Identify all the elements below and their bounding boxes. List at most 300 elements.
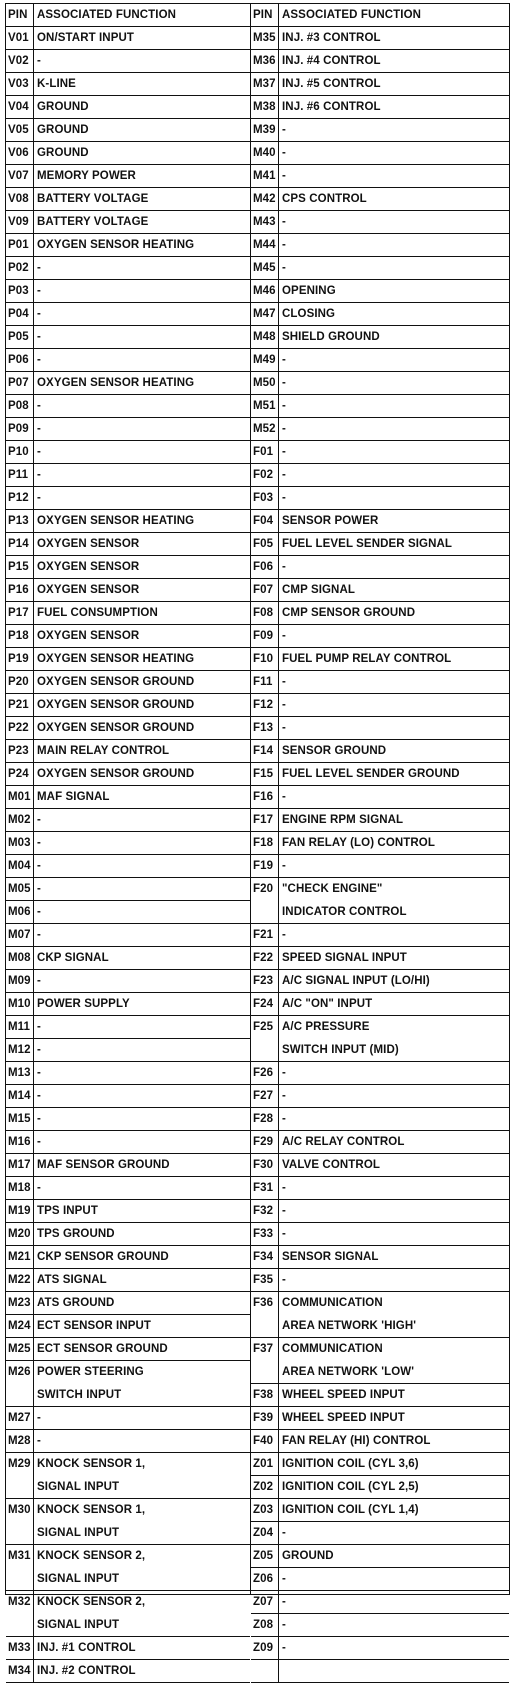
table-row bbox=[251, 142, 509, 165]
pin-cell: M26 bbox=[6, 1361, 34, 1406]
pin-cell: P05 bbox=[6, 326, 34, 348]
table-row bbox=[251, 280, 509, 303]
function-cell: OXYGEN SENSOR bbox=[37, 561, 140, 573]
function-cell: K-LINE bbox=[37, 78, 76, 90]
table-row bbox=[251, 1453, 509, 1476]
function-cell: FAN RELAY (HI) CONTROL bbox=[282, 1435, 431, 1447]
pin-cell: Z08 bbox=[251, 1614, 279, 1636]
function-cell: OXYGEN SENSOR bbox=[37, 630, 140, 642]
function-cell: - bbox=[37, 883, 41, 895]
function-line-2: SIGNAL INPUT bbox=[37, 1527, 120, 1539]
pin-cell: F24 bbox=[251, 993, 279, 1015]
function-cell: GROUND bbox=[37, 124, 89, 136]
table-row bbox=[251, 947, 509, 970]
pin-cell: F32 bbox=[251, 1200, 279, 1222]
table-row bbox=[251, 993, 509, 1016]
pin-cell: Z02 bbox=[251, 1476, 279, 1498]
function-cell: CMP SIGNAL bbox=[282, 584, 355, 596]
function-cell bbox=[279, 1016, 509, 1061]
function-line-2: INDICATOR CONTROL bbox=[282, 906, 407, 918]
table-row bbox=[6, 1637, 250, 1660]
pin-cell: F10 bbox=[251, 648, 279, 670]
function-cell: - bbox=[282, 1642, 286, 1654]
pin-cell: Z04 bbox=[251, 1522, 279, 1544]
pin-cell: Z09 bbox=[251, 1637, 279, 1659]
pin-cell: P06 bbox=[6, 349, 34, 371]
function-line-2: AREA NETWORK 'LOW' bbox=[282, 1366, 415, 1378]
pin-cell: P16 bbox=[6, 579, 34, 601]
pin-cell: M01 bbox=[6, 786, 34, 808]
pin-cell: M49 bbox=[251, 349, 279, 371]
pin-cell: M21 bbox=[6, 1246, 34, 1268]
function-cell: OXYGEN SENSOR bbox=[37, 584, 140, 596]
pin-cell: F08 bbox=[251, 602, 279, 624]
function-cell: - bbox=[282, 1090, 286, 1102]
table-row bbox=[6, 326, 250, 349]
function-line-2: SIGNAL INPUT bbox=[37, 1481, 120, 1493]
function-cell: SENSOR SIGNAL bbox=[282, 1251, 379, 1263]
function-header: ASSOCIATED FUNCTION bbox=[37, 9, 177, 21]
pin-cell: M35 bbox=[251, 27, 279, 49]
table-row bbox=[251, 165, 509, 188]
pin-cell: F14 bbox=[251, 740, 279, 762]
function-cell: A/C RELAY CONTROL bbox=[282, 1136, 405, 1148]
function-cell bbox=[34, 1499, 250, 1544]
function-cell: - bbox=[37, 1182, 41, 1194]
table-row bbox=[6, 1085, 250, 1108]
pin-cell: F05 bbox=[251, 533, 279, 555]
pin-cell: M02 bbox=[6, 809, 34, 831]
pin-cell: M14 bbox=[6, 1085, 34, 1107]
table-row bbox=[251, 1476, 509, 1499]
function-cell bbox=[279, 1292, 509, 1337]
function-cell: CMP SENSOR GROUND bbox=[282, 607, 416, 619]
pin-cell: M50 bbox=[251, 372, 279, 394]
pin-cell: M19 bbox=[6, 1200, 34, 1222]
pin-cell: F22 bbox=[251, 947, 279, 969]
pin-cell: M30 bbox=[6, 1499, 34, 1544]
table-row bbox=[251, 257, 509, 280]
function-cell: - bbox=[282, 469, 286, 481]
pin-cell: F36 bbox=[251, 1292, 279, 1337]
pin-cell: V01 bbox=[6, 27, 34, 49]
table-row bbox=[251, 1430, 509, 1453]
table-row bbox=[6, 1545, 250, 1591]
pin-cell: P14 bbox=[6, 533, 34, 555]
table-row bbox=[6, 809, 250, 832]
table-row bbox=[251, 326, 509, 349]
function-cell: - bbox=[282, 1067, 286, 1079]
pin-cell: M16 bbox=[6, 1131, 34, 1153]
function-line-1: POWER STEERING bbox=[37, 1366, 144, 1378]
table-row bbox=[6, 395, 250, 418]
function-cell: OXYGEN SENSOR HEATING bbox=[37, 377, 195, 389]
pin-cell: M23 bbox=[6, 1292, 34, 1314]
function-cell: OXYGEN SENSOR GROUND bbox=[37, 676, 195, 688]
function-cell: FUEL LEVEL SENDER SIGNAL bbox=[282, 538, 453, 550]
pin-cell: F15 bbox=[251, 763, 279, 785]
pin-cell: P10 bbox=[6, 441, 34, 463]
pin-cell: V04 bbox=[6, 96, 34, 118]
pin-cell: F12 bbox=[251, 694, 279, 716]
pin-cell: M28 bbox=[6, 1430, 34, 1452]
function-cell: - bbox=[37, 331, 41, 343]
table-row bbox=[6, 234, 250, 257]
function-cell: - bbox=[37, 1412, 41, 1424]
table-row bbox=[6, 96, 250, 119]
function-cell: IGNITION COIL (CYL 3,6) bbox=[282, 1458, 419, 1470]
pin-cell: P15 bbox=[6, 556, 34, 578]
function-line-1: KNOCK SENSOR 1, bbox=[37, 1458, 146, 1470]
table-row bbox=[6, 556, 250, 579]
table-row bbox=[251, 1108, 509, 1131]
table-row bbox=[251, 1637, 509, 1660]
pin-cell: Z03 bbox=[251, 1499, 279, 1521]
function-line-2: SWITCH INPUT bbox=[37, 1389, 122, 1401]
pin-cell: P23 bbox=[6, 740, 34, 762]
table-row bbox=[251, 970, 509, 993]
table-row bbox=[6, 418, 250, 441]
pin-cell: M48 bbox=[251, 326, 279, 348]
pin-cell: M36 bbox=[251, 50, 279, 72]
function-cell: - bbox=[282, 1274, 286, 1286]
function-cell: POWER SUPPLY bbox=[37, 998, 130, 1010]
table-row bbox=[6, 1292, 250, 1315]
pin-header: PIN bbox=[251, 4, 279, 26]
pin-cell: P11 bbox=[6, 464, 34, 486]
function-cell: - bbox=[282, 1619, 286, 1631]
table-row bbox=[251, 1522, 509, 1545]
table-row bbox=[6, 855, 250, 878]
function-cell: - bbox=[282, 1527, 286, 1539]
pin-cell: Z06 bbox=[251, 1568, 279, 1590]
table-row bbox=[251, 349, 509, 372]
pin-cell: M33 bbox=[6, 1637, 34, 1659]
function-cell: ATS GROUND bbox=[37, 1297, 115, 1309]
function-cell: INJ. #5 CONTROL bbox=[282, 78, 381, 90]
function-line-2: SWITCH INPUT (MID) bbox=[282, 1044, 399, 1056]
pin-cell: M27 bbox=[6, 1407, 34, 1429]
pin-cell: F21 bbox=[251, 924, 279, 946]
table-row bbox=[6, 533, 250, 556]
function-cell: - bbox=[282, 423, 286, 435]
function-cell: GROUND bbox=[37, 147, 89, 159]
function-cell: OXYGEN SENSOR HEATING bbox=[37, 653, 195, 665]
function-cell: FUEL CONSUMPTION bbox=[37, 607, 158, 619]
pin-cell: M18 bbox=[6, 1177, 34, 1199]
pin-cell: V09 bbox=[6, 211, 34, 233]
table-row bbox=[251, 924, 509, 947]
pin-cell: P07 bbox=[6, 372, 34, 394]
table-row bbox=[251, 1545, 509, 1568]
table-row bbox=[251, 786, 509, 809]
pin-cell: F04 bbox=[251, 510, 279, 532]
table-row bbox=[6, 211, 250, 234]
function-cell bbox=[34, 1591, 250, 1636]
pin-cell: M12 bbox=[6, 1039, 34, 1061]
function-cell: - bbox=[37, 975, 41, 987]
table-row bbox=[6, 257, 250, 280]
table-row bbox=[6, 1200, 250, 1223]
pin-cell: P13 bbox=[6, 510, 34, 532]
pin-cell: P09 bbox=[6, 418, 34, 440]
pin-cell: M22 bbox=[6, 1269, 34, 1291]
pin-cell: V02 bbox=[6, 50, 34, 72]
pin-cell: M06 bbox=[6, 901, 34, 923]
pin-cell: V08 bbox=[6, 188, 34, 210]
pin-cell: M13 bbox=[6, 1062, 34, 1084]
function-cell: VALVE CONTROL bbox=[282, 1159, 380, 1171]
pin-cell: M03 bbox=[6, 832, 34, 854]
function-cell: - bbox=[282, 446, 286, 458]
pin-cell: P03 bbox=[6, 280, 34, 302]
function-line-1: COMMUNICATION bbox=[282, 1297, 383, 1309]
function-header: ASSOCIATED FUNCTION bbox=[282, 9, 422, 21]
table-row bbox=[251, 740, 509, 763]
pin-cell: M44 bbox=[251, 234, 279, 256]
right-column bbox=[251, 4, 509, 1654]
function-cell: - bbox=[282, 492, 286, 504]
pin-cell: P01 bbox=[6, 234, 34, 256]
function-line-2: SIGNAL INPUT bbox=[37, 1573, 120, 1585]
table-row bbox=[6, 510, 250, 533]
pin-cell: F20 bbox=[251, 878, 279, 923]
pin-cell: F28 bbox=[251, 1108, 279, 1130]
table-row bbox=[6, 1430, 250, 1453]
function-cell: A/C SIGNAL INPUT (LO/HI) bbox=[282, 975, 430, 987]
pin-cell: P04 bbox=[6, 303, 34, 325]
function-cell: - bbox=[282, 561, 286, 573]
function-cell: - bbox=[282, 860, 286, 872]
function-cell: OXYGEN SENSOR GROUND bbox=[37, 699, 195, 711]
table-row bbox=[251, 1499, 509, 1522]
pin-cell: M11 bbox=[6, 1016, 34, 1038]
function-cell: - bbox=[282, 699, 286, 711]
pin-cell: F07 bbox=[251, 579, 279, 601]
function-cell: IGNITION COIL (CYL 1,4) bbox=[282, 1504, 419, 1516]
function-cell: - bbox=[282, 676, 286, 688]
table-row bbox=[251, 418, 509, 441]
pin-cell: M31 bbox=[6, 1545, 34, 1590]
function-cell: IGNITION COIL (CYL 2,5) bbox=[282, 1481, 419, 1493]
function-cell bbox=[34, 1453, 250, 1498]
table-row bbox=[251, 1269, 509, 1292]
function-cell: OXYGEN SENSOR bbox=[37, 538, 140, 550]
function-cell: - bbox=[37, 1090, 41, 1102]
pin-cell: P02 bbox=[6, 257, 34, 279]
table-row bbox=[251, 1223, 509, 1246]
table-row bbox=[6, 740, 250, 763]
table-row bbox=[6, 1246, 250, 1269]
table-row bbox=[251, 1062, 509, 1085]
pin-cell: F27 bbox=[251, 1085, 279, 1107]
table-row bbox=[6, 142, 250, 165]
left-column bbox=[6, 4, 251, 1677]
table-row bbox=[6, 1108, 250, 1131]
pin-cell: M05 bbox=[6, 878, 34, 900]
function-cell: MEMORY POWER bbox=[37, 170, 136, 182]
function-cell: OXYGEN SENSOR HEATING bbox=[37, 515, 195, 527]
table-row bbox=[6, 1131, 250, 1154]
table-row bbox=[6, 280, 250, 303]
pin-cell bbox=[251, 1660, 279, 1682]
table-row bbox=[251, 579, 509, 602]
pin-cell: M09 bbox=[6, 970, 34, 992]
pin-cell: F09 bbox=[251, 625, 279, 647]
function-cell: CKP SENSOR GROUND bbox=[37, 1251, 169, 1263]
function-cell: - bbox=[282, 929, 286, 941]
function-cell: - bbox=[37, 308, 41, 320]
table-row bbox=[6, 349, 250, 372]
function-cell: - bbox=[37, 423, 41, 435]
function-cell: - bbox=[282, 630, 286, 642]
function-cell: SENSOR GROUND bbox=[282, 745, 387, 757]
table-row bbox=[6, 1338, 250, 1361]
function-cell: - bbox=[37, 492, 41, 504]
function-cell: ON/START INPUT bbox=[37, 32, 135, 44]
function-line-1: COMMUNICATION bbox=[282, 1343, 383, 1355]
pin-cell: F39 bbox=[251, 1407, 279, 1429]
table-row bbox=[251, 1177, 509, 1200]
table-row bbox=[6, 901, 250, 924]
table-row bbox=[251, 1292, 509, 1338]
function-cell: INJ. #3 CONTROL bbox=[282, 32, 381, 44]
function-cell: - bbox=[37, 55, 41, 67]
function-cell: OXYGEN SENSOR GROUND bbox=[37, 768, 195, 780]
table-row bbox=[6, 1039, 250, 1062]
table-row bbox=[251, 671, 509, 694]
table-row bbox=[6, 165, 250, 188]
function-cell: ECT SENSOR INPUT bbox=[37, 1320, 152, 1332]
table-row bbox=[251, 878, 509, 924]
function-cell: - bbox=[37, 814, 41, 826]
function-cell: - bbox=[37, 1067, 41, 1079]
pin-cell: Z07 bbox=[251, 1591, 279, 1613]
table-row bbox=[251, 1614, 509, 1637]
table-row bbox=[6, 1499, 250, 1545]
table-row bbox=[6, 73, 250, 96]
table-row bbox=[251, 96, 509, 119]
pin-cell: M38 bbox=[251, 96, 279, 118]
function-cell: FUEL LEVEL SENDER GROUND bbox=[282, 768, 460, 780]
table-row bbox=[6, 1315, 250, 1338]
pin-cell: F29 bbox=[251, 1131, 279, 1153]
pin-cell: M15 bbox=[6, 1108, 34, 1130]
table-row bbox=[251, 1016, 509, 1062]
pin-cell: F35 bbox=[251, 1269, 279, 1291]
function-cell: - bbox=[282, 1182, 286, 1194]
table-row bbox=[6, 1591, 250, 1637]
table-row bbox=[251, 602, 509, 625]
table-row bbox=[251, 50, 509, 73]
table-row bbox=[6, 579, 250, 602]
table-row bbox=[6, 1223, 250, 1246]
function-line-1: KNOCK SENSOR 2, bbox=[37, 1596, 146, 1608]
table-header bbox=[251, 4, 509, 27]
function-cell: OPENING bbox=[282, 285, 336, 297]
table-row bbox=[251, 464, 509, 487]
pin-cell: M17 bbox=[6, 1154, 34, 1176]
pin-cell: P12 bbox=[6, 487, 34, 509]
function-cell bbox=[34, 1545, 250, 1590]
pin-cell: M04 bbox=[6, 855, 34, 877]
function-cell: - bbox=[37, 285, 41, 297]
function-cell: MAF SIGNAL bbox=[37, 791, 110, 803]
table-row bbox=[251, 1591, 509, 1614]
table-row bbox=[6, 1453, 250, 1499]
function-cell: INJ. #4 CONTROL bbox=[282, 55, 381, 67]
table-row bbox=[251, 648, 509, 671]
table-row bbox=[251, 1660, 509, 1683]
pin-cell: F06 bbox=[251, 556, 279, 578]
function-cell: CPS CONTROL bbox=[282, 193, 367, 205]
pin-cell: M20 bbox=[6, 1223, 34, 1245]
table-row bbox=[6, 947, 250, 970]
table-row bbox=[6, 441, 250, 464]
table-row bbox=[251, 372, 509, 395]
table-row bbox=[6, 1177, 250, 1200]
pin-cell: P24 bbox=[6, 763, 34, 785]
function-cell: - bbox=[37, 906, 41, 918]
pin-cell: V03 bbox=[6, 73, 34, 95]
function-cell: - bbox=[282, 262, 286, 274]
function-cell: - bbox=[282, 400, 286, 412]
table-row bbox=[6, 1154, 250, 1177]
function-cell: - bbox=[37, 1113, 41, 1125]
table-row bbox=[251, 510, 509, 533]
pin-cell: M51 bbox=[251, 395, 279, 417]
table-row bbox=[6, 1269, 250, 1292]
function-cell: - bbox=[282, 1596, 286, 1608]
function-cell: - bbox=[282, 722, 286, 734]
pin-cell: F38 bbox=[251, 1384, 279, 1406]
pin-cell: M07 bbox=[6, 924, 34, 946]
pin-cell: P08 bbox=[6, 395, 34, 417]
function-cell bbox=[279, 1338, 509, 1383]
table-row bbox=[6, 694, 250, 717]
function-cell: GROUND bbox=[37, 101, 89, 113]
function-cell: INJ. #6 CONTROL bbox=[282, 101, 381, 113]
function-line-1: A/C PRESSURE bbox=[282, 1021, 370, 1033]
table-row bbox=[6, 372, 250, 395]
function-cell: - bbox=[37, 354, 41, 366]
table-row bbox=[251, 1384, 509, 1407]
function-line-1: KNOCK SENSOR 1, bbox=[37, 1504, 146, 1516]
function-cell: - bbox=[37, 1136, 41, 1148]
pin-cell: M41 bbox=[251, 165, 279, 187]
function-cell: SPEED SIGNAL INPUT bbox=[282, 952, 407, 964]
pin-cell: F40 bbox=[251, 1430, 279, 1452]
table-row bbox=[251, 625, 509, 648]
function-cell: A/C "ON" INPUT bbox=[282, 998, 373, 1010]
function-cell: MAF SENSOR GROUND bbox=[37, 1159, 170, 1171]
pin-cell: V05 bbox=[6, 119, 34, 141]
table-row bbox=[251, 119, 509, 142]
table-row bbox=[6, 1361, 250, 1407]
table-row bbox=[6, 188, 250, 211]
pin-cell: F11 bbox=[251, 671, 279, 693]
table-row bbox=[251, 1407, 509, 1430]
table-row bbox=[6, 1407, 250, 1430]
table-row bbox=[251, 487, 509, 510]
function-cell: - bbox=[37, 446, 41, 458]
table-row bbox=[6, 27, 250, 50]
table-row bbox=[251, 694, 509, 717]
pin-cell: F31 bbox=[251, 1177, 279, 1199]
table-row bbox=[251, 211, 509, 234]
function-cell: - bbox=[37, 837, 41, 849]
pin-cell: F19 bbox=[251, 855, 279, 877]
